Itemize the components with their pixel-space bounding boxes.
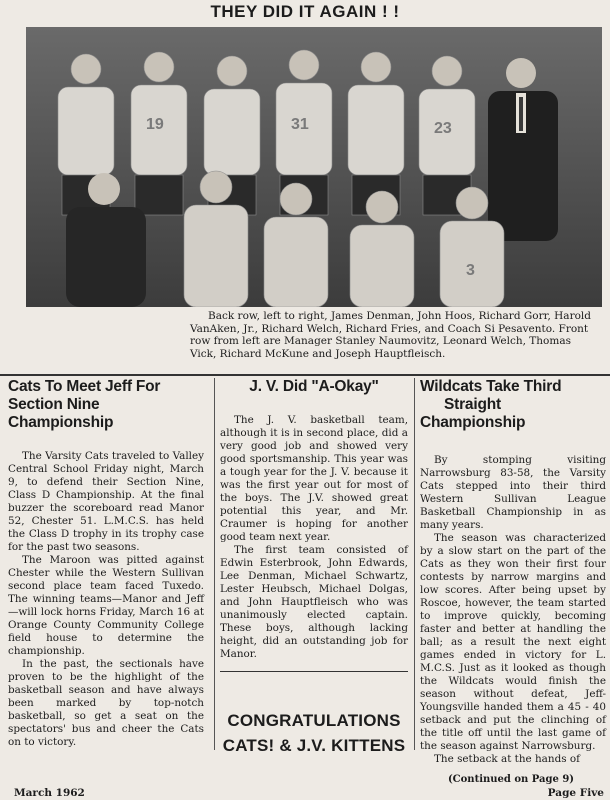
article-headline	[8, 378, 204, 432]
congrats-line: CATS! & J.V. KITTENS	[222, 736, 406, 755]
article-cats-meet-jeff	[8, 378, 204, 749]
caption-text: Back row, left to right, James Denman, John Hoos, Richard Gorr, Harold VanAken, Jr., Richard Welch, Richard Fries, and Coach Si Pesavento. Front row from left are Manager Stanley Naumovitz, Leonard Welch, Thomas Vick, Richard McKune and Joseph Hauptfleisch.	[190, 310, 591, 360]
paragraph: The J. V. basketball team, although it is in second place, did a very good job and showed very good sportsmanship. This year was a tough year for the J. V. because it was the first year out for most of the boys. The J.V. showed great potential this year, and Mr. Craumer is hoping for another good team next year.	[220, 414, 408, 543]
article-jv	[220, 378, 408, 672]
photo-caption	[190, 310, 600, 360]
paragraph: The setback at the hands of	[434, 753, 580, 765]
article-wildcats-championship	[420, 378, 606, 766]
headline-line: Cats To Meet Jeff For	[8, 378, 161, 395]
column-divider	[414, 378, 415, 750]
congrats-line: CONGRATULATIONS	[227, 711, 401, 730]
issue-date: March 1962	[14, 787, 85, 799]
paragraph: The season was characterized by a slow start on the part of the Cats as they won their first four contests by narrow margins and low scores. After being upset by Roscoe, however, the team started to improve quickly, becoming faster and better at handling the ball; as a result the next eight games ended in victory for L. M.C.S. Just as it looked as though the Wildcats would finish the season without defeat, Jeff-Youngsville handed them a 45 - 40 setback and put the clinching of the title off until the last game of the season against Narrowsburg.	[420, 532, 606, 752]
article-headline: J. V. Did "A-Okay"	[249, 378, 379, 395]
article-headline	[420, 378, 606, 432]
paragraph: The first team consisted of Edwin Esterbrook, John Edwards, Lee Denman, Michael Schwartz, Lester Heubsch, Michael Dolgas, and John Hauptfleisch who was unanimously elected captain. These boys, although lacking height, did an outstanding job for Manor.	[220, 544, 408, 660]
jersey-number: 19	[146, 116, 164, 133]
paragraph: The Maroon was pitted against Chester while the Western Sullivan second place team faced Tuxedo. The winning teams—Manor and Jeff—will lock horns Friday, March 16 at Orange County Community College field house to determine the championship.	[8, 554, 204, 657]
divider	[220, 671, 408, 672]
paragraph: In the past, the sectionals have proven to be the highlight of the basketball season and have always been marked by top-notch basketball, so get a seat on the spectators' bus and cheer the Cats on to victory.	[8, 658, 204, 748]
headline-line: Straight Championship	[420, 396, 526, 431]
column-divider	[214, 378, 215, 750]
headline-line: Section Nine Championship	[8, 396, 114, 431]
continued-note: (Continued on Page 9)	[447, 774, 575, 785]
headline-line: Wildcats Take Third	[420, 378, 562, 395]
congratulations-banner	[220, 708, 408, 758]
paragraph: The Varsity Cats traveled to Valley Central School Friday night, March 9, to defend their Section Nine, Class D Championship. At the final buzzer the scoreboard read Manor 52, Chester 51. L.M.C.S. has held the Class D trophy in its trophy case for the past two seasons.	[8, 450, 204, 553]
page-number: Page Five	[547, 787, 604, 799]
jersey-number: 23	[434, 120, 452, 137]
section-divider	[0, 374, 610, 376]
jersey-number: 3	[466, 262, 475, 279]
page-headline: THEY DID IT AGAIN ! !	[210, 2, 400, 21]
paragraph: By stomping visiting Narrowsburg 83-58, the Varsity Cats stepped into their third Western Sullivan League Basketball Championship in as many years.	[420, 454, 606, 531]
team-photo	[26, 27, 602, 307]
jersey-number: 31	[291, 116, 309, 133]
